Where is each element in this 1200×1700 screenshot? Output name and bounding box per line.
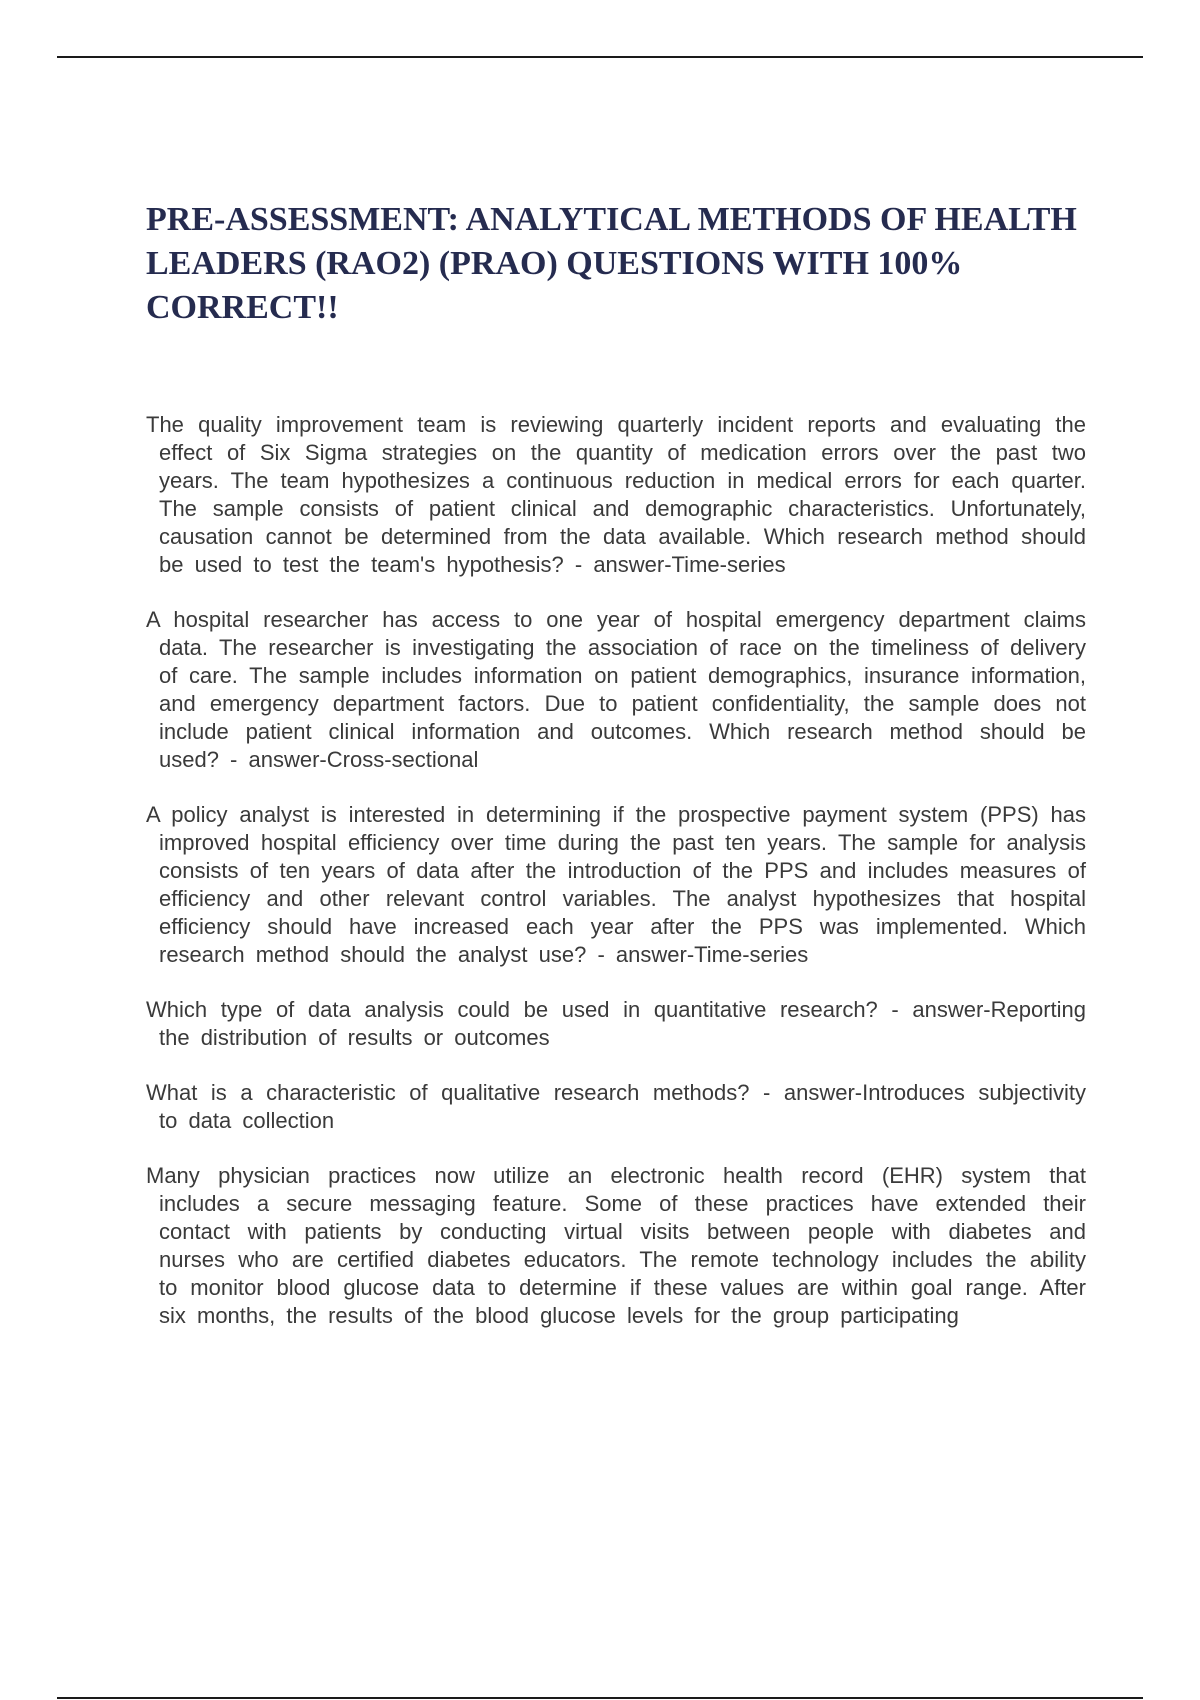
top-rule [57, 56, 1143, 58]
question-5: What is a characteristic of qualitative research methods? - answer-Introduces subjectivity to data collection [146, 1080, 1086, 1133]
document-body [146, 411, 1086, 1330]
question-1: The quality improvement team is reviewing quarterly incident reports and evaluating the effect of Six Sigma strategies on the quantity of medication errors over the past two years. The team hypothesizes a continuous reduction in medical errors for each quarter. The sample consists of patient clinical and demographic characteristics. Unfortunately, causation cannot be determined from the data available. Which research method should be used to test the team's hypothesis? - answer-Time-series [146, 412, 1086, 577]
question-4: Which type of data analysis could be used in quantitative research? - answer-Reporting the distribution of results or outcomes [146, 997, 1086, 1050]
question-6: Many physician practices now utilize an electronic health record (EHR) system that includes a secure messaging feature. Some of these practices have extended their contact with patients by conducting virtual visits between people with diabetes and nurses who are certified diabetes educators. The remote technology includes the ability to monitor blood glucose data to determine if these values are within goal range. After six months, the results of the blood glucose levels for the group participating [146, 1163, 1086, 1328]
document-title: PRE-ASSESSMENT: ANALYTICAL METHODS OF HEALTH LEADERS (RAO2) (PRAO) QUESTIONS WITH 100% CORRECT!! [146, 201, 1077, 326]
question-2: A hospital researcher has access to one year of hospital emergency department claims data. The researcher is investigating the association of race on the timeliness of delivery of care. The sample includes information on patient demographics, insurance information, and emergency department factors. Due to patient confidentiality, the sample does not include patient clinical information and outcomes. Which research method should be used? - answer-Cross-sectional [146, 607, 1086, 772]
bottom-rule [57, 1697, 1143, 1699]
question-3: A policy analyst is interested in determining if the prospective payment system (PPS) has improved hospital efficiency over time during the past ten years. The sample for analysis consists of ten years of data after the introduction of the PPS and includes measures of efficiency and other relevant control variables. The analyst hypothesizes that hospital efficiency should have increased each year after the PPS was implemented. Which research method should the analyst use? - answer-Time-series [146, 802, 1086, 967]
